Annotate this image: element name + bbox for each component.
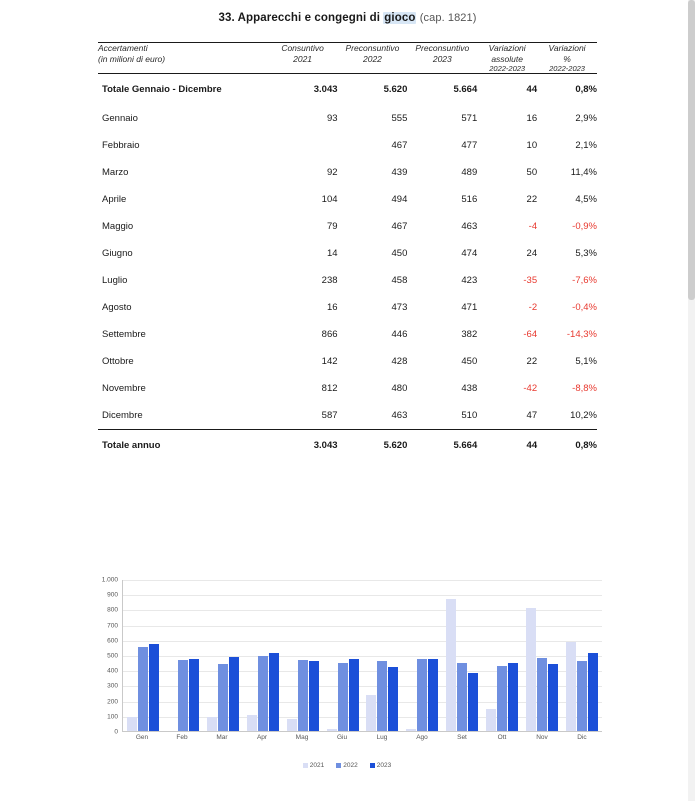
row-cell: 480: [391, 383, 408, 395]
table-header-row-2: [98, 54, 597, 65]
row-label: Gennaio: [102, 113, 138, 125]
row-cell: 104: [321, 194, 338, 206]
table-row: [98, 132, 597, 159]
row-cell: 489: [461, 167, 478, 179]
row-cell: 3.043: [268, 430, 338, 462]
header-col-3-line2: assolute: [491, 53, 523, 64]
row-cell: -0,9%: [572, 221, 597, 233]
row-cell: 22: [526, 194, 538, 206]
table-row: [98, 186, 597, 213]
chart-bar: [417, 659, 427, 731]
header-col-3-line3: 2022-2023: [489, 64, 526, 74]
legend-swatch-icon: [303, 763, 308, 768]
header-col-2-line1: Preconsuntivo: [415, 43, 470, 53]
chart-bar: [218, 664, 228, 731]
x-tick-label: Ott: [497, 734, 507, 741]
chart-bar: [258, 656, 268, 731]
legend-label: 2023: [376, 762, 392, 769]
table-row: [98, 430, 597, 462]
page-title-text: Apparecchi e congegni di: [237, 12, 384, 24]
row-cell: 93: [326, 113, 338, 125]
table-row: [98, 294, 597, 321]
row-cell: 450: [461, 356, 478, 368]
y-tick-label: 500: [107, 652, 118, 660]
chart-bar: [566, 642, 576, 731]
table-row: [98, 74, 597, 106]
row-cell: 5.620: [383, 84, 408, 96]
row-cell: 238: [321, 275, 338, 287]
row-cell: 10: [526, 140, 538, 152]
chart-group: [243, 580, 283, 731]
row-cell: -4: [528, 221, 538, 233]
row-cell: 24: [526, 248, 538, 260]
accertamenti-table: [98, 42, 597, 461]
chart-bar: [388, 667, 398, 731]
legend-label: 2021: [309, 762, 325, 769]
chart-bar: [349, 659, 359, 731]
row-cell: 463: [461, 221, 478, 233]
x-tick-label: Nov: [536, 734, 548, 741]
header-col-0-line1: Consuntivo: [281, 43, 324, 53]
table-row: [98, 321, 597, 348]
header-col-3-line1: Variazioni: [488, 43, 526, 53]
x-tick-label: Gen: [135, 734, 149, 741]
row-cell: 473: [391, 302, 408, 314]
chart-group: [323, 580, 363, 731]
row-cell: 467: [391, 140, 408, 152]
chart-bar: [366, 695, 376, 731]
row-cell: 467: [391, 221, 408, 233]
header-col-1-line1: Preconsuntivo: [345, 43, 400, 53]
chart-bar: [577, 661, 587, 731]
y-tick-label: 600: [107, 637, 118, 645]
chart-bar: [127, 717, 137, 731]
table-row: [98, 402, 597, 430]
row-cell: 44: [526, 84, 538, 96]
legend-item: [336, 762, 357, 769]
row-cell: 428: [391, 356, 408, 368]
row-cell: 50: [526, 167, 538, 179]
row-cell: -14,3%: [566, 329, 597, 341]
chart-bar: [588, 653, 598, 731]
page-title-highlight: gioco: [384, 12, 416, 24]
row-cell: 471: [461, 302, 478, 314]
row-label: Giugno: [102, 248, 133, 260]
chart-bar: [298, 660, 308, 731]
row-label: Aprile: [102, 194, 127, 206]
table-row: [98, 348, 597, 375]
row-cell: 516: [461, 194, 478, 206]
chart-bar: [537, 658, 547, 731]
row-label: Maggio: [102, 221, 134, 233]
x-tick-label: Set: [457, 734, 467, 741]
legend-label: 2022: [343, 762, 358, 769]
chart-bar: [497, 666, 507, 731]
row-cell: [268, 132, 338, 159]
row-cell: 463: [391, 410, 408, 422]
row-label: Novembre: [102, 383, 146, 395]
x-tick-label: Mag: [295, 734, 309, 741]
table-container: [98, 42, 597, 461]
chart-group: [402, 580, 442, 731]
x-tick-label: Apr: [256, 734, 268, 741]
chart-group: [363, 580, 403, 731]
y-tick-label: 800: [107, 606, 118, 614]
row-label: Agosto: [102, 302, 132, 314]
row-cell: 446: [391, 329, 408, 341]
x-tick-label: Lug: [376, 734, 388, 741]
table-header-row-1: [98, 43, 597, 54]
chart-bar: [486, 709, 496, 731]
row-cell: 510: [461, 410, 478, 422]
page-title: [0, 0, 695, 24]
chart-group: [163, 580, 203, 731]
chart-bar: [207, 717, 217, 731]
row-cell: 16: [326, 302, 338, 314]
row-cell: 477: [461, 140, 478, 152]
y-tick-label: 100: [107, 713, 118, 721]
row-cell: 5.620: [338, 430, 408, 462]
x-tick-label: Giu: [336, 734, 348, 741]
chart-bar: [338, 663, 348, 731]
chart-bar: [269, 653, 279, 731]
row-cell: 44: [477, 430, 537, 462]
row-cell: 5,3%: [575, 248, 597, 260]
row-cell: -8,8%: [572, 383, 597, 395]
page-title-number: 33.: [218, 12, 235, 24]
legend-swatch-icon: [370, 763, 375, 768]
chart-bar: [457, 663, 467, 731]
y-tick-label: 700: [107, 622, 118, 630]
chart-y-axis: [92, 576, 120, 736]
chart-bar: [428, 659, 438, 731]
chart-bar: [526, 608, 536, 731]
row-cell: -2: [528, 302, 538, 314]
chart-group: [442, 580, 482, 731]
header-label-2: (in milioni di euro): [98, 53, 166, 64]
row-cell: 16: [526, 113, 538, 125]
header-col-1-line3: [338, 64, 408, 73]
row-cell: 494: [391, 194, 408, 206]
row-label: Ottobre: [102, 356, 134, 368]
header-col-2-line3: [407, 64, 477, 73]
row-cell: 812: [321, 383, 338, 395]
row-cell: 439: [391, 167, 408, 179]
chart-plot-area: [122, 580, 602, 732]
chart-bar: [178, 660, 188, 731]
chart-bar: [446, 599, 456, 731]
table-row: [98, 240, 597, 267]
row-cell: 450: [391, 248, 408, 260]
row-cell: 47: [526, 410, 538, 422]
row-cell: 438: [461, 383, 478, 395]
chart-bar: [377, 661, 387, 731]
row-cell: -0,4%: [572, 302, 597, 314]
legend-swatch-icon: [336, 763, 341, 768]
row-cell: -7,6%: [572, 275, 597, 287]
row-cell: 587: [321, 410, 338, 422]
table-row: [98, 159, 597, 186]
chart-bar: [287, 719, 297, 731]
chart-bar: [406, 729, 416, 731]
row-cell: 382: [461, 329, 478, 341]
chart-bar: [468, 673, 478, 731]
row-cell: 474: [461, 248, 478, 260]
row-cell: -42: [523, 383, 538, 395]
legend-item: [370, 762, 391, 769]
header-col-4-line3: 2022-2023: [549, 64, 585, 74]
chart-group: [482, 580, 522, 731]
row-cell: 10,2%: [570, 410, 597, 422]
row-cell: 5,1%: [575, 356, 597, 368]
row-cell: 0,8%: [575, 84, 597, 96]
chart-group: [522, 580, 562, 731]
row-cell: 2,1%: [575, 140, 597, 152]
chart-bar: [247, 715, 257, 731]
header-label-1: Accertamenti: [98, 43, 148, 53]
chart-bar: [138, 647, 148, 731]
y-tick-label: 200: [107, 698, 118, 706]
header-col-1-line2: 2022: [362, 53, 382, 64]
y-tick-label: 300: [107, 682, 118, 690]
row-cell: 0,8%: [537, 430, 597, 462]
header-label-3: [98, 64, 268, 73]
chart-group: [203, 580, 243, 731]
x-tick-label: Feb: [176, 734, 188, 741]
x-tick-label: Ago: [416, 734, 428, 741]
x-tick-label: Dic: [577, 734, 587, 741]
chart-bar: [548, 664, 558, 731]
row-cell: 5.664: [407, 430, 477, 462]
row-label: Dicembre: [102, 410, 143, 422]
header-col-0-line3: [268, 64, 338, 73]
table-row: [98, 213, 597, 240]
row-label: Marzo: [102, 167, 129, 179]
chart-bar: [327, 729, 337, 731]
row-cell: 92: [326, 167, 338, 179]
y-tick-label: 900: [107, 591, 118, 599]
row-cell: 14: [326, 248, 338, 260]
row-cell: 555: [391, 113, 408, 125]
row-cell: 2,9%: [575, 113, 597, 125]
chart-group: [283, 580, 323, 731]
y-tick-label: 400: [107, 667, 118, 675]
row-cell: 423: [461, 275, 478, 287]
row-cell: 458: [391, 275, 408, 287]
row-label: Totale Gennaio - Dicembre: [102, 84, 222, 96]
chart-legend: [92, 762, 602, 769]
table-header-row-3: [98, 64, 597, 73]
legend-item: [303, 762, 324, 769]
table-row: [98, 267, 597, 294]
chart-group: [562, 580, 602, 731]
chart-bar: [149, 644, 159, 731]
table-row: [98, 375, 597, 402]
y-tick-label: 1.000: [101, 576, 118, 584]
table-row: [98, 105, 597, 132]
chart-bar: [309, 661, 319, 731]
row-label: Totale annuo: [98, 430, 268, 462]
scrollbar-track[interactable]: [688, 0, 695, 801]
row-cell: 79: [326, 221, 338, 233]
row-cell: -64: [523, 329, 538, 341]
header-col-2-line2: 2023: [432, 53, 452, 64]
row-label: Febbraio: [102, 140, 140, 152]
row-label: Settembre: [102, 329, 146, 341]
row-cell: 3.043: [313, 84, 338, 96]
row-cell: 5.664: [453, 84, 478, 96]
row-cell: 571: [461, 113, 478, 125]
chart-group: [123, 580, 163, 731]
chart-x-axis: [122, 734, 602, 741]
row-label: Luglio: [102, 275, 128, 287]
chart-bar: [229, 657, 239, 731]
header-col-0-line2: 2021: [293, 53, 313, 64]
page-title-cap: (cap. 1821): [419, 12, 477, 24]
row-cell: 11,4%: [570, 167, 597, 179]
chart: [92, 576, 602, 780]
row-cell: 22: [526, 356, 538, 368]
x-tick-label: Mar: [216, 734, 228, 741]
header-col-4-line2: %: [563, 53, 571, 64]
row-cell: 4,5%: [575, 194, 597, 206]
scrollbar-thumb[interactable]: [688, 0, 695, 300]
chart-bar: [189, 659, 199, 732]
row-cell: -35: [523, 275, 538, 287]
row-cell: 142: [321, 356, 338, 368]
header-col-4-line1: Variazioni: [548, 43, 586, 53]
y-tick-label: 0: [114, 728, 118, 736]
row-cell: 866: [321, 329, 338, 341]
chart-bar: [508, 663, 518, 731]
